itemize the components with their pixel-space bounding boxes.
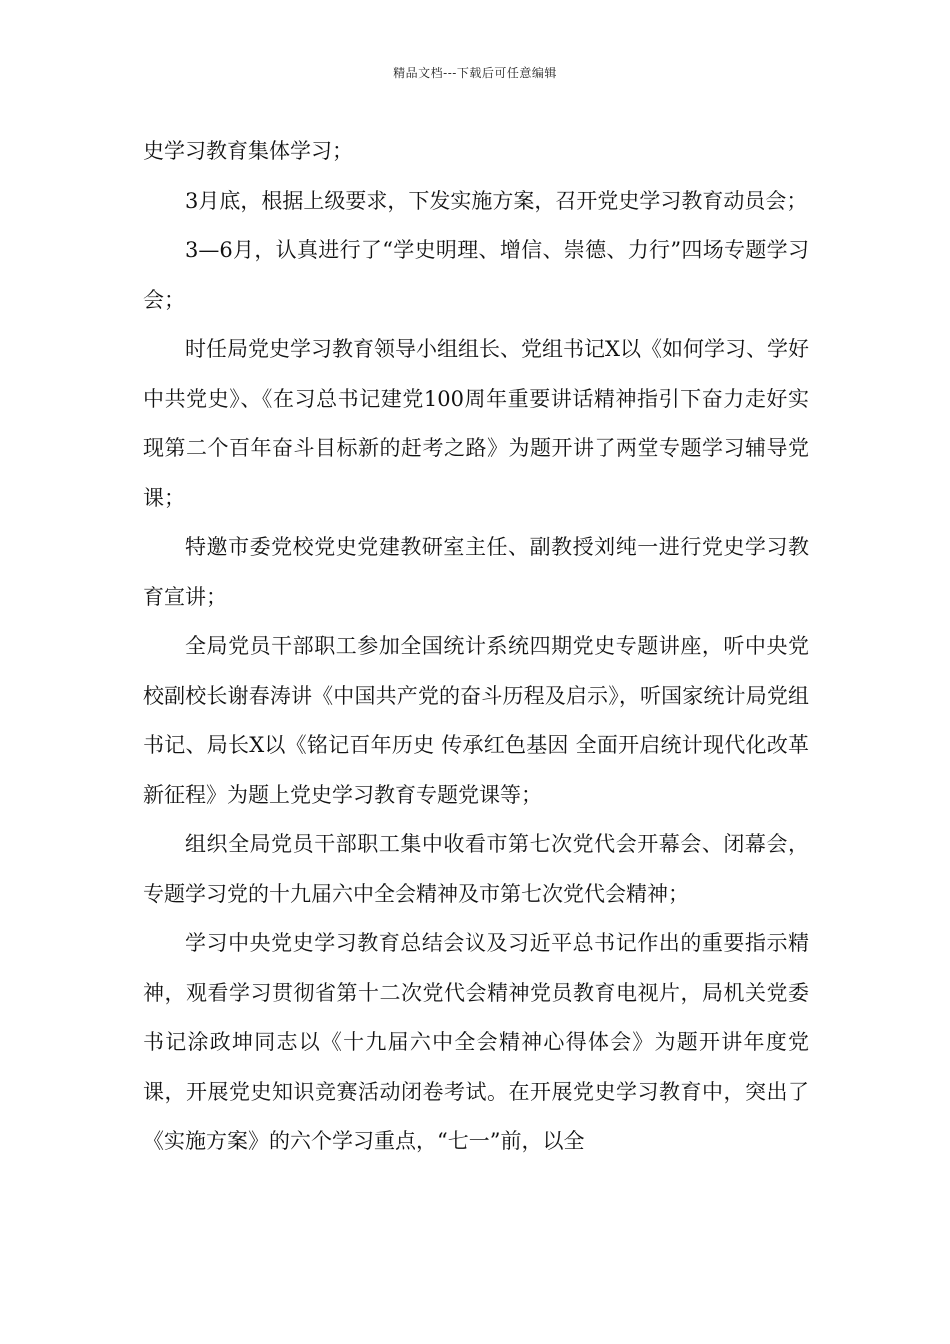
- paragraph: 特邀市委党校党史党建教研室主任、副教授刘纯一进行党史学习教育宣讲；: [143, 535, 809, 609]
- paragraph: 学习中央党史学习教育总结会议及习近平总书记作出的重要指示精神，观看学习贯彻省第十二次党代会精神党员教育电视片，局机关党委书记涂政坤同志以《十九届六中全会精神心得体会》为题开讲年度党课，开展党史知识竞赛活动闭卷考试。在开展党史学习教育中，突出了《实施方案》的六个学习重点，“七一”前，以全: [143, 931, 809, 1153]
- paragraph: 3—6月，认真进行了“学史明理、增信、崇德、力行”四场专题学习会；: [143, 238, 809, 312]
- paragraph: 史学习教育集体学习；: [143, 139, 353, 163]
- page-header: 精品文档---下载后可任意编辑: [393, 66, 557, 80]
- paragraph: 3月底，根据上级要求，下发实施方案，召开党史学习教育动员会；: [185, 188, 808, 213]
- paragraph: 全局党员干部职工参加全国统计系统四期党史专题讲座，听中央党校副校长谢春涛讲《中国共产党的奋斗历程及启示》，听国家统计局党组书记、局长X以《铭记百年历史 传承红色基因 全面开启统计现代化改革新征程》为题上党史学习教育专题党课等；: [143, 634, 809, 807]
- paragraph: 组织全局党员干部职工集中收看市第七次党代会开幕会、闭幕会，专题学习党的十九届六中全会精神及市第七次党代会精神；: [143, 832, 809, 906]
- document-body: [143, 127, 809, 1167]
- paragraph: 时任局党史学习教育领导小组组长、党组书记X以《如何学习、学好中共党史》、《在习总书记建党100周年重要讲话精神指引下奋力走好实现第二个百年奋斗目标新的赶考之路》为题开讲了两堂专题学习辅导党课；: [143, 337, 809, 510]
